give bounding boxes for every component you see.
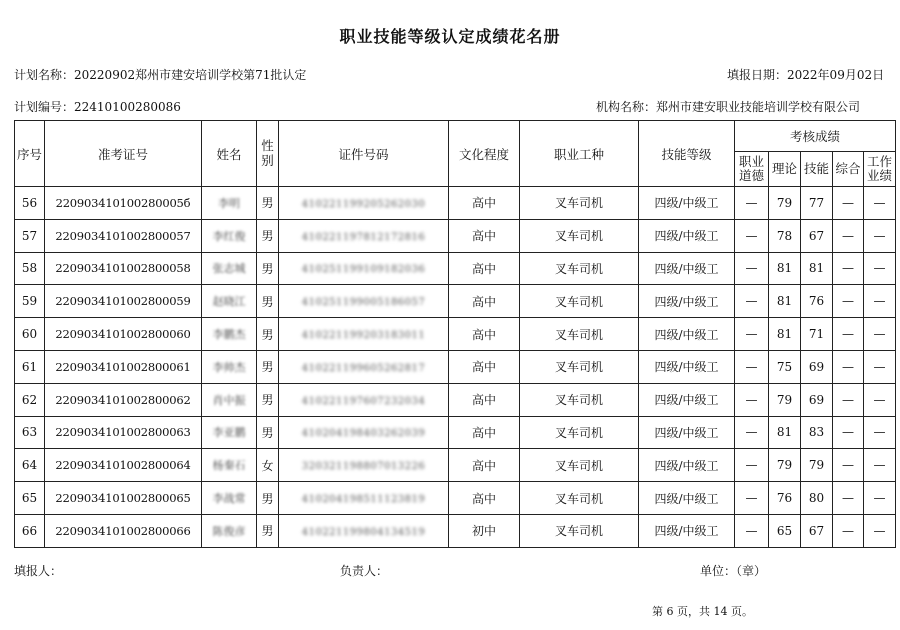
cell-name	[202, 318, 257, 351]
cell-name	[202, 416, 257, 449]
cell-occupation: 叉车司机	[520, 514, 639, 547]
cell-ethics: —	[735, 416, 769, 449]
score-roster-table	[14, 120, 896, 548]
table-row	[15, 449, 896, 482]
cell-seq: 59	[15, 285, 45, 318]
cell-name-redacted: 张志城	[212, 262, 246, 276]
cell-gender: 男	[257, 482, 279, 515]
fill-date-line	[727, 66, 884, 83]
cell-name	[202, 383, 257, 416]
cell-occupation: 叉车司机	[520, 285, 639, 318]
plan-no-value: 22410100280086	[74, 100, 181, 114]
cell-education: 高中	[449, 187, 520, 220]
plan-name-value: 20220902郑州市建安培训学校第71批认定	[74, 68, 307, 82]
cell-skill-level: 四级/中级工	[639, 219, 735, 252]
cell-theory: 81	[769, 285, 801, 318]
cell-gender: 男	[257, 383, 279, 416]
cell-id-no-redacted: 410221199203183011	[301, 330, 426, 342]
header-ethics: 职业道德	[735, 152, 769, 187]
roster-body	[15, 187, 896, 548]
cell-overall: —	[833, 383, 864, 416]
cell-work: —	[864, 416, 896, 449]
cell-name	[202, 514, 257, 547]
cell-overall: —	[833, 416, 864, 449]
cell-occupation: 叉车司机	[520, 318, 639, 351]
cell-id-no	[279, 350, 449, 383]
cell-seq: 62	[15, 383, 45, 416]
cell-occupation: 叉车司机	[520, 187, 639, 220]
cell-id-no	[279, 252, 449, 285]
cell-gender: 男	[257, 416, 279, 449]
cell-name-redacted: 李明	[218, 196, 240, 210]
cell-id-no	[279, 482, 449, 515]
cell-id-no-redacted: 410221199605262817	[301, 362, 426, 374]
cell-id-no	[279, 187, 449, 220]
cell-exam-no: 220903410100280005б	[45, 187, 202, 220]
cell-ethics: —	[735, 187, 769, 220]
cell-skill-level: 四级/中级工	[639, 514, 735, 547]
cell-skill: 80	[801, 482, 833, 515]
cell-skill-level: 四级/中级工	[639, 350, 735, 383]
cell-gender: 男	[257, 187, 279, 220]
cell-id-no-redacted: 410204198403262039	[301, 428, 426, 440]
cell-id-no	[279, 449, 449, 482]
cell-seq: 57	[15, 219, 45, 252]
cell-education: 高中	[449, 449, 520, 482]
cell-education: 高中	[449, 482, 520, 515]
cell-work: —	[864, 383, 896, 416]
cell-theory: 75	[769, 350, 801, 383]
cell-skill: 69	[801, 383, 833, 416]
table-row	[15, 383, 896, 416]
header-theory: 理论	[769, 152, 801, 187]
cell-exam-no: 2209034101002800062	[45, 383, 202, 416]
cell-overall: —	[833, 318, 864, 351]
cell-name	[202, 449, 257, 482]
cell-gender: 女	[257, 449, 279, 482]
cell-exam-no: 2209034101002800061	[45, 350, 202, 383]
cell-education: 高中	[449, 383, 520, 416]
cell-name-redacted: 李鹏杰	[212, 328, 246, 342]
header-overall: 综合	[833, 152, 864, 187]
cell-seq: 65	[15, 482, 45, 515]
cell-id-no	[279, 416, 449, 449]
plan-name-line	[14, 66, 306, 83]
cell-occupation: 叉车司机	[520, 416, 639, 449]
cell-education: 高中	[449, 252, 520, 285]
cell-skill-level: 四级/中级工	[639, 383, 735, 416]
cell-ethics: —	[735, 350, 769, 383]
cell-skill: 69	[801, 350, 833, 383]
org-name-label: 机构名称：	[596, 100, 657, 114]
cell-skill: 67	[801, 219, 833, 252]
cell-work: —	[864, 482, 896, 515]
cell-exam-no: 2209034101002800060	[45, 318, 202, 351]
cell-ethics: —	[735, 514, 769, 547]
cell-id-no-redacted: 410221197812172816	[301, 231, 426, 243]
table-row	[15, 318, 896, 351]
header-scores: 考核成绩	[735, 121, 896, 152]
cell-skill-level: 四级/中级工	[639, 187, 735, 220]
cell-skill: 83	[801, 416, 833, 449]
cell-education: 高中	[449, 285, 520, 318]
cell-skill: 81	[801, 252, 833, 285]
cell-exam-no: 2209034101002800065	[45, 482, 202, 515]
cell-seq: 58	[15, 252, 45, 285]
cell-id-no	[279, 318, 449, 351]
page-title: 职业技能等级认定成绩花名册	[339, 27, 561, 46]
cell-overall: —	[833, 219, 864, 252]
cell-exam-no: 2209034101002800058	[45, 252, 202, 285]
cell-name	[202, 187, 257, 220]
plan-no-line	[14, 98, 181, 115]
plan-no-label: 计划编号：	[14, 100, 75, 114]
cell-exam-no: 2209034101002800066	[45, 514, 202, 547]
cell-id-no-redacted: 410204198511123819	[301, 494, 426, 506]
cell-ethics: —	[735, 285, 769, 318]
cell-name-redacted: 赵晓江	[212, 295, 246, 309]
cell-skill: 77	[801, 187, 833, 220]
cell-ethics: —	[735, 482, 769, 515]
table-row	[15, 252, 896, 285]
cell-gender: 男	[257, 219, 279, 252]
cell-theory: 81	[769, 416, 801, 449]
cell-theory: 79	[769, 187, 801, 220]
cell-theory: 79	[769, 449, 801, 482]
table-row	[15, 219, 896, 252]
cell-name-redacted: 肖中振	[212, 393, 246, 407]
cell-education: 高中	[449, 416, 520, 449]
cell-name	[202, 285, 257, 318]
cell-name-redacted: 陈俊彦	[212, 524, 246, 538]
cell-occupation: 叉车司机	[520, 252, 639, 285]
cell-work: —	[864, 449, 896, 482]
cell-work: —	[864, 187, 896, 220]
header-exam-no: 准考证号	[45, 121, 202, 187]
cell-skill: 67	[801, 514, 833, 547]
cell-skill: 76	[801, 285, 833, 318]
cell-name	[202, 219, 257, 252]
cell-occupation: 叉车司机	[520, 350, 639, 383]
table-row	[15, 350, 896, 383]
cell-id-no	[279, 514, 449, 547]
cell-gender: 男	[257, 350, 279, 383]
cell-name	[202, 350, 257, 383]
cell-education: 初中	[449, 514, 520, 547]
cell-theory: 65	[769, 514, 801, 547]
filler-label: 填报人：	[14, 564, 63, 578]
table-row	[15, 482, 896, 515]
cell-id-no-redacted: 410221199205262030	[301, 198, 426, 210]
cell-ethics: —	[735, 449, 769, 482]
cell-ethics: —	[735, 219, 769, 252]
cell-id-no-redacted: 410251199109182036	[301, 264, 426, 276]
header-gender: 性别	[257, 121, 279, 187]
page-indicator: 第 6 页，共 14 页。	[652, 605, 753, 618]
cell-work: —	[864, 252, 896, 285]
cell-id-no-redacted: 410251199005186057	[301, 297, 426, 309]
cell-occupation: 叉车司机	[520, 383, 639, 416]
cell-theory: 81	[769, 252, 801, 285]
cell-work: —	[864, 514, 896, 547]
table-row	[15, 187, 896, 220]
cell-overall: —	[833, 285, 864, 318]
cell-work: —	[864, 318, 896, 351]
cell-skill-level: 四级/中级工	[639, 318, 735, 351]
cell-seq: 61	[15, 350, 45, 383]
cell-theory: 76	[769, 482, 801, 515]
cell-education: 高中	[449, 318, 520, 351]
cell-occupation: 叉车司机	[520, 219, 639, 252]
cell-theory: 78	[769, 219, 801, 252]
org-name-value: 郑州市建安职业技能培训学校有限公司	[656, 100, 861, 114]
table-row	[15, 416, 896, 449]
cell-gender: 男	[257, 514, 279, 547]
cell-ethics: —	[735, 318, 769, 351]
cell-id-no-redacted: 410221199804134519	[301, 526, 426, 538]
header-occupation: 职业工种	[520, 121, 639, 187]
cell-overall: —	[833, 514, 864, 547]
cell-education: 高中	[449, 219, 520, 252]
header-skill-level: 技能等级	[639, 121, 735, 187]
cell-ethics: —	[735, 252, 769, 285]
cell-skill-level: 四级/中级工	[639, 285, 735, 318]
cell-overall: —	[833, 187, 864, 220]
cell-id-no	[279, 285, 449, 318]
cell-id-no	[279, 383, 449, 416]
cell-ethics: —	[735, 383, 769, 416]
cell-occupation: 叉车司机	[520, 449, 639, 482]
cell-seq: 66	[15, 514, 45, 547]
table-row	[15, 285, 896, 318]
fill-date-value: 2022年09月02日	[787, 68, 885, 82]
cell-skill-level: 四级/中级工	[639, 252, 735, 285]
cell-name	[202, 482, 257, 515]
cell-work: —	[864, 350, 896, 383]
cell-skill: 79	[801, 449, 833, 482]
cell-exam-no: 2209034101002800057	[45, 219, 202, 252]
cell-overall: —	[833, 449, 864, 482]
cell-gender: 男	[257, 318, 279, 351]
cell-occupation: 叉车司机	[520, 482, 639, 515]
cell-seq: 63	[15, 416, 45, 449]
plan-name-label: 计划名称：	[14, 68, 75, 82]
header-seq: 序号	[15, 121, 45, 187]
cell-name-redacted: 李战常	[212, 492, 246, 506]
cell-seq: 64	[15, 449, 45, 482]
cell-overall: —	[833, 252, 864, 285]
cell-skill: 71	[801, 318, 833, 351]
cell-name-redacted: 杨秦石	[212, 459, 246, 473]
cell-overall: —	[833, 350, 864, 383]
cell-seq: 56	[15, 187, 45, 220]
responsible-label: 负责人：	[340, 564, 389, 578]
header-education: 文化程度	[449, 121, 520, 187]
cell-id-no-redacted: 320321198807013226	[301, 461, 426, 473]
cell-exam-no: 2209034101002800063	[45, 416, 202, 449]
header-work: 工作业绩	[864, 152, 896, 187]
cell-exam-no: 2209034101002800064	[45, 449, 202, 482]
cell-name	[202, 252, 257, 285]
cell-skill-level: 四级/中级工	[639, 416, 735, 449]
cell-gender: 男	[257, 252, 279, 285]
cell-theory: 79	[769, 383, 801, 416]
cell-gender: 男	[257, 285, 279, 318]
fill-date-label: 填报日期：	[727, 68, 788, 82]
cell-name-redacted: 李帅杰	[212, 360, 246, 374]
cell-name-redacted: 李亚鹏	[212, 426, 246, 440]
cell-skill-level: 四级/中级工	[639, 482, 735, 515]
cell-education: 高中	[449, 350, 520, 383]
table-row	[15, 514, 896, 547]
cell-overall: —	[833, 482, 864, 515]
cell-exam-no: 2209034101002800059	[45, 285, 202, 318]
header-name: 姓名	[202, 121, 257, 187]
unit-seal-label: 单位：（章）	[700, 564, 767, 578]
cell-work: —	[864, 285, 896, 318]
header-id-no: 证件号码	[279, 121, 449, 187]
header-skill: 技能	[801, 152, 833, 187]
cell-skill-level: 四级/中级工	[639, 449, 735, 482]
cell-id-no	[279, 219, 449, 252]
cell-work: —	[864, 219, 896, 252]
cell-seq: 60	[15, 318, 45, 351]
org-name-line	[596, 98, 860, 115]
cell-id-no-redacted: 410221197607232034	[301, 395, 426, 407]
cell-theory: 81	[769, 318, 801, 351]
cell-name-redacted: 李红俊	[212, 229, 246, 243]
